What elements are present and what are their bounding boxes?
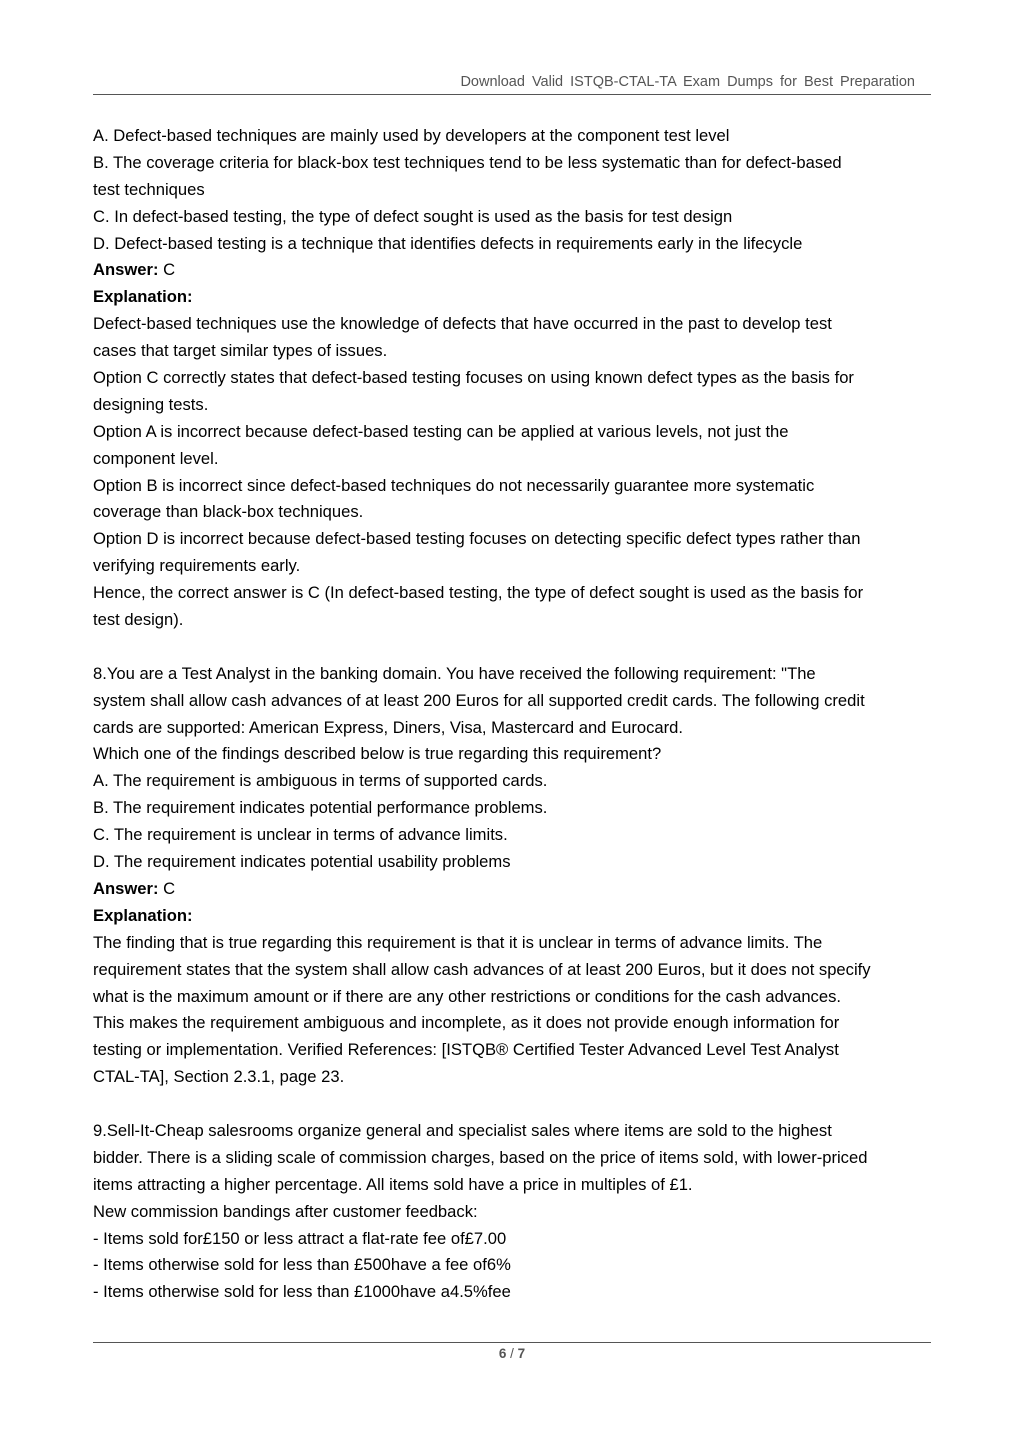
q9-question-line: 9.Sell-It-Cheap salesrooms organize general and specialist sales where items are sold to the highest [93,1120,832,1140]
q8-answer [93,876,935,903]
q8-explanation-line: requirement states that the system shall allow cash advances of at least 200 Euros, but it does not specify [93,959,871,979]
page-header [93,70,931,95]
q7-explanation-label: Explanation: [93,287,193,307]
header-title: Download Valid ISTQB-CTAL-TA Exam Dumps for Best Preparation [460,74,915,90]
q8-option-d: D. The requirement indicates potential usability problems [93,852,511,872]
page-content [93,123,935,1306]
page-footer [0,1346,1024,1361]
q8-question-line: system shall allow cash advances of at least 200 Euros for all supported credit cards. The following credit [93,690,865,710]
q8-explanation-label: Explanation: [93,905,193,925]
q7-answer [93,257,935,284]
q7-option-c: C. In defect-based testing, the type of defect sought is used as the basis for test design [93,206,733,226]
q7-explanation-line: Option C correctly states that defect-based testing focuses on using known defect types as the basis for [93,368,854,388]
q9-banding-item: - Items otherwise sold for less than £1000have a4.5%fee [93,1282,511,1302]
q9-banding-item: - Items sold for£150 or less attract a flat-rate fee of£7.00 [93,1228,507,1248]
q7-option-a: A. Defect-based techniques are mainly used by developers at the component test level [93,126,730,145]
q8-explanation-line: This makes the requirement ambiguous and incomplete, as it does not provide enough information for [93,1013,840,1033]
q7-explanation-line: verifying requirements early. [93,556,301,576]
q7-explanation-line: Defect-based techniques use the knowledge of defects that have occurred in the past to develop test [93,314,832,334]
q8-question-line: Which one of the findings described below is true regarding this requirement? [93,744,662,764]
q8-question-line: cards are supported: American Express, Diners, Visa, Mastercard and Eurocard. [93,717,683,737]
q8-option-a: A. The requirement is ambiguous in terms of supported cards. [93,771,548,791]
q9-question-line: New commission bandings after customer feedback: [93,1201,478,1221]
page-number-current: 6 [498,1346,507,1361]
q8-explanation-line: The finding that is true regarding this requirement is that it is unclear in terms of advance limits. The [93,932,823,952]
q7-explanation-line: component level. [93,448,219,468]
q8-answer-label: Answer: [93,878,159,898]
q7-answer-label: Answer: [93,260,159,280]
paragraph-spacer [93,1091,935,1118]
q8-explanation-line: CTAL-TA], Section 2.3.1, page 23. [93,1067,345,1087]
q8-explanation-line: what is the maximum amount or if there are any other restrictions or conditions for the cash advances. [93,986,841,1006]
page-number-total: 7 [517,1346,526,1361]
q8-answer-value: C [158,878,176,898]
q9-question-line: items attracting a higher percentage. All items sold have a price in multiples of £1. [93,1174,693,1194]
q9-banding-item: - Items otherwise sold for less than £500have a fee of6% [93,1255,511,1275]
q7-explanation-line: Option D is incorrect because defect-based testing focuses on detecting specific defect types rather than [93,529,861,549]
q7-explanation-line: coverage than black-box techniques. [93,502,364,522]
q7-explanation-line: test design). [93,610,184,630]
q7-option-b: B. The coverage criteria for black-box test techniques tend to be less systematic than for defect-based [93,152,842,172]
q7-explanation-line: Hence, the correct answer is C (In defect-based testing, the type of defect sought is used as the basis for [93,583,864,603]
q7-option-b-continued: test techniques [93,179,205,199]
q8-option-b: B. The requirement indicates potential performance problems. [93,798,548,818]
q8-option-c: C. The requirement is unclear in terms of advance limits. [93,825,508,845]
q9-question-line: bidder. There is a sliding scale of commission charges, based on the price of items sold, with lower-priced [93,1147,868,1167]
q8-question-line: 8.You are a Test Analyst in the banking domain. You have received the following requirement: "The [93,663,816,683]
q7-explanation-line: cases that target similar types of issues. [93,341,388,361]
paragraph-spacer [93,634,935,661]
q7-explanation-line: Option B is incorrect since defect-based techniques do not necessarily guarantee more systematic [93,475,815,495]
q7-answer-value: C [158,260,176,280]
q8-explanation-line: testing or implementation. Verified References: [ISTQB® Certified Tester Advanced Level Test Analyst [93,1040,839,1060]
page-number-separator: / [506,1346,518,1361]
q7-option-d: D. Defect-based testing is a technique that identifies defects in requirements early in the lifecycle [93,233,803,253]
q7-explanation-line: designing tests. [93,394,209,414]
footer-divider [93,1342,931,1343]
q7-explanation-line: Option A is incorrect because defect-based testing can be applied at various levels, not just the [93,421,789,441]
